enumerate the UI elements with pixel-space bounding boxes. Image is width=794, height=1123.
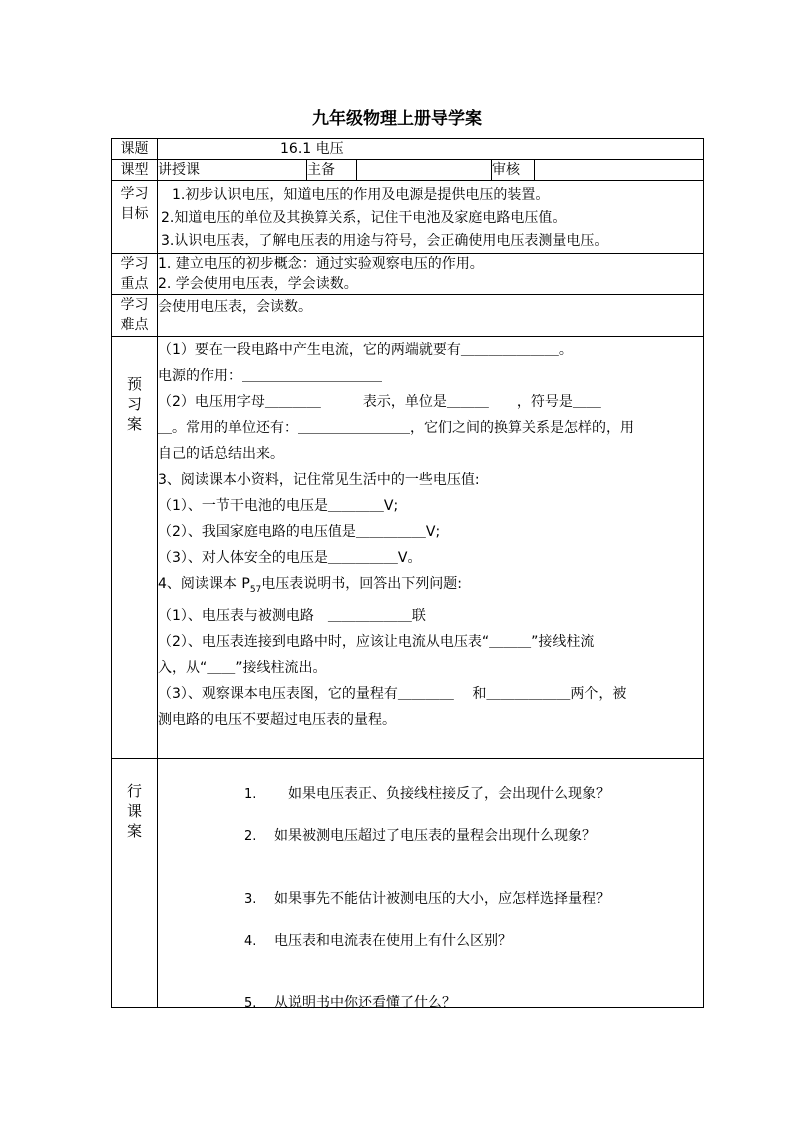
- preview-row: [112, 337, 704, 759]
- goal-item: 3.认识电压表，了解电压表的用途与符号，会正确使用电压表测量电压。: [161, 233, 609, 249]
- lesson-question: 4. 电压表和电流表在使用上有什么区别？: [244, 933, 512, 949]
- lesson-row: [112, 759, 704, 1008]
- manual-line: 4、阅读课本 $P_{57}$电压表说明书，回答出下列问题:: [158, 576, 462, 595]
- key-row: [112, 254, 704, 295]
- preview-line: （1）、一节干电池的电压是＿＿＿＿V;: [158, 498, 399, 514]
- difficulty-label: 学习 难点: [112, 295, 158, 337]
- topic-label: 课题: [112, 139, 158, 160]
- preview-line: （2）电压用字母＿＿＿＿ 表示，单位是＿＿＿ ，符号是＿＿: [158, 394, 601, 410]
- lesson-question: 5. 从说明书中你还看懂了什么？: [244, 995, 456, 1011]
- study-guide-table: [111, 138, 704, 1011]
- goals-content: [158, 181, 704, 254]
- preview-line: ＿。常用的单位还有：＿＿＿＿＿＿＿＿，它们之间的换算关系是怎样的，用: [158, 420, 634, 436]
- type-value: 讲授课: [158, 160, 307, 181]
- page-title: 九年级物理上册导学案: [312, 109, 482, 129]
- preview-line: 自己的话总结出来。: [158, 446, 284, 462]
- lesson-question: 3. 如果事先不能估计被测电压的大小，应怎样选择量程？: [244, 891, 610, 907]
- preview-line: 3、阅读课本小资料，记住常见生活中的一些电压值:: [158, 472, 480, 488]
- goals-label: 学习 目标: [112, 181, 158, 254]
- preview-line: （1）、电压表与被测电路 ＿＿＿＿＿＿联: [158, 607, 426, 624]
- difficulty-row: [112, 295, 704, 337]
- preview-content: [158, 337, 704, 759]
- lesson-label: 行 课 案: [112, 759, 158, 1008]
- preview-line: 入，从“＿＿”接线柱流出。: [158, 659, 327, 676]
- preview-line: 电源的作用：＿＿＿＿＿＿＿＿＿＿: [158, 368, 382, 384]
- host-value: [357, 160, 492, 181]
- review-value: [535, 160, 704, 181]
- goals-row: [112, 181, 704, 254]
- key-content: [158, 254, 704, 295]
- preview-line: 测电路的电压不要超过电压表的量程。: [158, 711, 396, 728]
- type-label: 课型: [112, 160, 158, 181]
- review-label: 审核: [492, 160, 535, 181]
- topic-value: 16.1 电压: [158, 139, 704, 160]
- difficulty-content: 会使用电压表，会读数。: [158, 295, 704, 337]
- key-item: 2. 学会使用电压表，学会读数。: [158, 276, 358, 292]
- lesson-question: 1. 如果电压表正、负接线柱接反了，会出现什么现象？: [244, 786, 610, 802]
- preview-line: （3）、对人体安全的电压是＿＿＿＿＿V。: [158, 550, 422, 566]
- lesson-question: 2. 如果被测电压超过了电压表的量程会出现什么现象？: [244, 828, 596, 844]
- preview-line: （2）、电压表连接到电路中时，应该让电流从电压表“＿＿＿”接线柱流: [158, 633, 595, 650]
- host-label: 主备: [307, 160, 357, 181]
- preview-line: （2）、我国家庭电路的电压值是＿＿＿＿＿V;: [158, 524, 441, 540]
- goal-item: 2.知道电压的单位及其换算关系，记住干电池及家庭电路电压值。: [161, 210, 567, 226]
- goal-item: 1.初步认识电压，知道电压的作用及电源是提供电压的装置。: [172, 187, 550, 203]
- preview-line: （1）要在一段电路中产生电流，它的两端就要有＿＿＿＿＿＿＿。: [158, 342, 573, 358]
- preview-label: 预 习 案: [112, 337, 158, 759]
- key-item: 1. 建立电压的初步概念：通过实验观察电压的作用。: [158, 256, 484, 272]
- topic-row: [112, 139, 704, 160]
- preview-line: （3）、观察课本电压表图，它的量程有＿＿＿＿ 和＿＿＿＿＿＿两个，被: [158, 685, 627, 702]
- lesson-content: [158, 759, 704, 1011]
- key-label: 学习 重点: [112, 254, 158, 295]
- type-row: [112, 160, 704, 181]
